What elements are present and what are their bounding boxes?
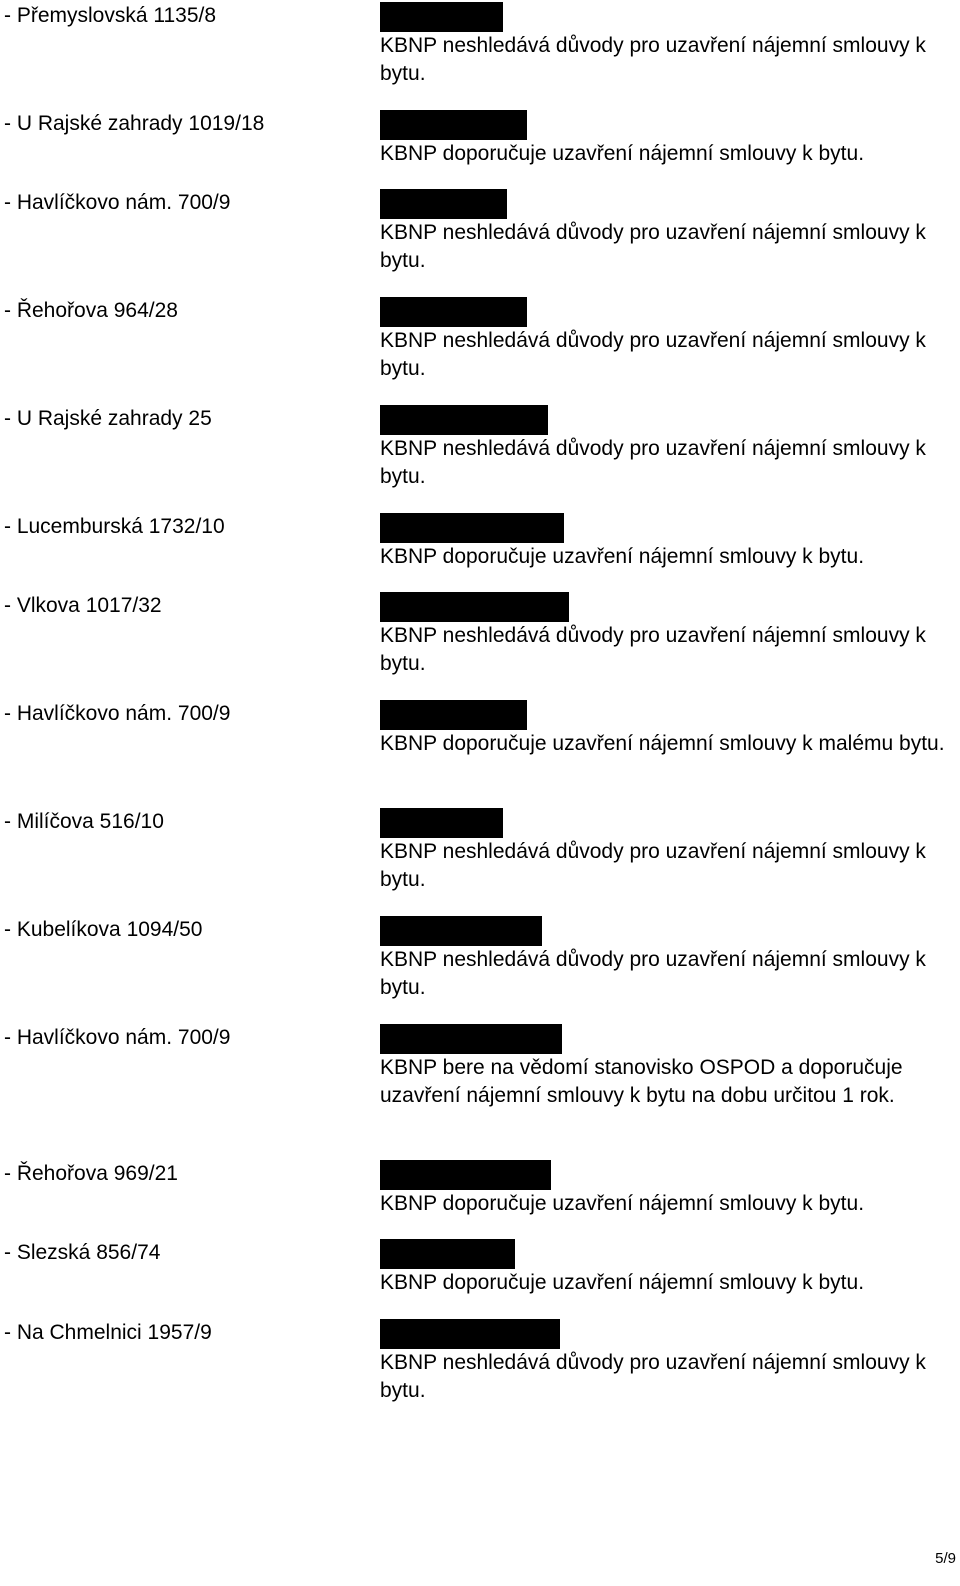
resolution-text: KBNP doporučuje uzavření nájemní smlouvy k bytu. — [380, 1271, 865, 1294]
redaction-bar — [380, 1239, 515, 1269]
redaction-bar — [380, 592, 569, 622]
resolution-entry-11 — [380, 1024, 960, 1110]
resolution-text: KBNP doporučuje uzavření nájemní smlouvy k bytu. — [380, 545, 865, 568]
address-4: - Řehořova 964/28 — [4, 299, 178, 322]
redaction-bar — [380, 297, 527, 327]
redaction-bar — [380, 110, 527, 140]
resolution-entry-9 — [380, 808, 960, 894]
address-7: - Vlkova 1017/32 — [4, 594, 162, 617]
resolution-entry-3 — [380, 189, 960, 275]
resolution-text: KBNP neshledává důvody pro uzavření nájemní smlouvy k bytu. — [380, 624, 926, 675]
resolution-text: KBNP doporučuje uzavření nájemní smlouvy k malému bytu. — [380, 732, 945, 755]
resolution-entry-8 — [380, 700, 960, 758]
address-12: - Řehořova 969/21 — [4, 1162, 178, 1185]
redaction-bar — [380, 1160, 551, 1190]
resolution-entry-2 — [380, 110, 960, 168]
resolution-entry-14 — [380, 1319, 960, 1405]
resolution-text: KBNP doporučuje uzavření nájemní smlouvy k bytu. — [380, 1192, 865, 1215]
address-6: - Lucemburská 1732/10 — [4, 515, 225, 538]
resolution-entry-10 — [380, 916, 960, 1002]
address-10: - Kubelíkova 1094/50 — [4, 918, 203, 941]
resolution-text: KBNP neshledává důvody pro uzavření nájemní smlouvy k bytu. — [380, 840, 926, 891]
address-13: - Slezská 856/74 — [4, 1241, 161, 1264]
resolution-text: KBNP neshledává důvody pro uzavření nájemní smlouvy k bytu. — [380, 437, 926, 488]
redaction-bar — [380, 808, 503, 838]
resolution-text: KBNP bere na vědomí stanovisko OSPOD a doporučuje uzavření nájemní smlouvy k bytu na dobu určitou 1 rok. — [380, 1056, 903, 1107]
address-8: - Havlíčkovo nám. 700/9 — [4, 702, 231, 725]
resolution-text: KBNP neshledává důvody pro uzavření nájemní smlouvy k bytu. — [380, 1351, 926, 1402]
redaction-bar — [380, 700, 527, 730]
resolution-entry-4 — [380, 297, 960, 383]
address-5: - U Rajské zahrady 25 — [4, 407, 212, 430]
resolution-entry-1 — [380, 2, 960, 88]
redaction-bar — [380, 405, 548, 435]
address-3: - Havlíčkovo nám. 700/9 — [4, 191, 231, 214]
resolution-text: KBNP doporučuje uzavření nájemní smlouvy k bytu. — [380, 142, 865, 165]
address-11: - Havlíčkovo nám. 700/9 — [4, 1026, 231, 1049]
resolution-text: KBNP neshledává důvody pro uzavření nájemní smlouvy k bytu. — [380, 221, 926, 272]
redaction-bar — [380, 1319, 560, 1349]
address-1: - Přemyslovská 1135/8 — [4, 4, 217, 27]
resolution-entry-7 — [380, 592, 960, 678]
resolution-entry-5 — [380, 405, 960, 491]
redaction-bar — [380, 2, 503, 32]
resolution-text: KBNP neshledává důvody pro uzavření nájemní smlouvy k bytu. — [380, 34, 926, 85]
redaction-bar — [380, 189, 507, 219]
address-14: - Na Chmelnici 1957/9 — [4, 1321, 212, 1344]
redaction-bar — [380, 513, 564, 543]
page-number: 5/9 — [935, 1550, 956, 1567]
resolution-text: KBNP neshledává důvody pro uzavření nájemní smlouvy k bytu. — [380, 948, 926, 999]
address-2: - U Rajské zahrady 1019/18 — [4, 112, 265, 135]
resolution-entry-13 — [380, 1239, 960, 1297]
redaction-bar — [380, 916, 542, 946]
redaction-bar — [380, 1024, 562, 1054]
address-9: - Milíčova 516/10 — [4, 810, 164, 833]
resolution-entry-6 — [380, 513, 960, 571]
resolution-entry-12 — [380, 1160, 960, 1218]
resolution-text: KBNP neshledává důvody pro uzavření nájemní smlouvy k bytu. — [380, 329, 926, 380]
